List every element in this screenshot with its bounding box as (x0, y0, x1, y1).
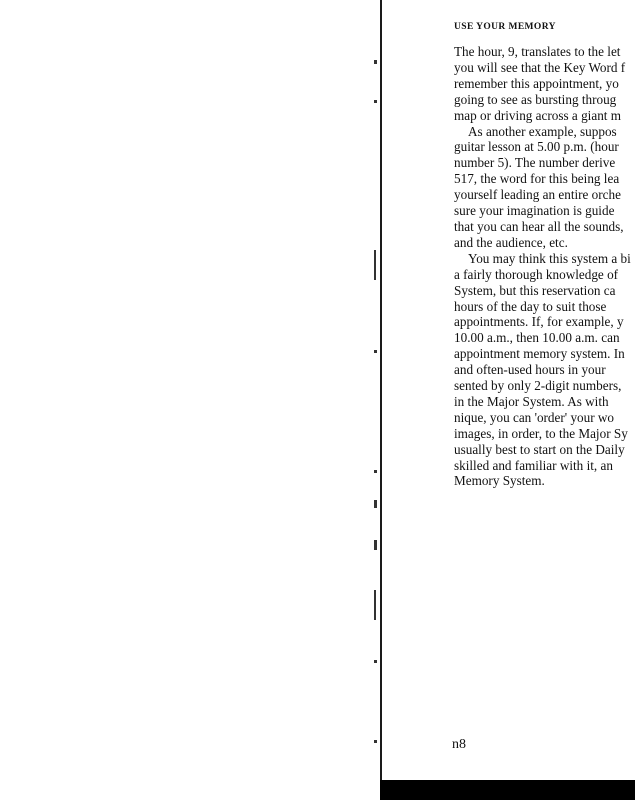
book-page (382, 0, 635, 780)
text-line: As another example, suppos (468, 123, 617, 139)
text-line: skilled and familiar with it, an (454, 457, 613, 473)
text-line: number 5). The number derive (454, 155, 616, 171)
text-line: hours of the day to suit those (454, 298, 607, 314)
body-text (454, 44, 635, 489)
text-line: and often-used hours in your (454, 362, 606, 378)
text-line: You may think this system a bi (468, 250, 631, 266)
text-line: that you can hear all the sounds, (454, 218, 624, 234)
scan-bottom-edge (380, 780, 635, 800)
text-line: sented by only 2-digit numbers, (454, 378, 622, 394)
text-line: in the Major System. As with (454, 393, 609, 409)
text-line: The hour, 9, translates to the let (454, 44, 621, 59)
text-line: Memory System. (454, 473, 545, 489)
text-line: going to see as bursting throug (454, 91, 617, 107)
text-line: map or driving across a giant m (454, 107, 622, 123)
text-line: appointments. If, for example, y (454, 314, 624, 330)
text-line: you will see that the Key Word f (454, 59, 626, 75)
text-line: and the audience, etc. (454, 234, 568, 250)
text-line: 517, the word for this being lea (454, 171, 620, 187)
text-line: remember this appointment, yo (454, 75, 619, 91)
text-line: nique, you can 'order' your wo (454, 409, 615, 425)
text-line: System, but this reservation ca (454, 282, 616, 298)
text-line: yourself leading an entire orche (454, 187, 621, 203)
text-line: sure your imagination is guide (454, 203, 615, 219)
page-number: n8 (452, 737, 466, 752)
running-head: USE YOUR MEMORY (454, 22, 556, 32)
text-line: a fairly thorough knowledge of (454, 266, 619, 282)
text-line: images, in order, to the Major Sy (454, 425, 628, 441)
text-line: usually best to start on the Daily (454, 441, 625, 457)
text-line: guitar lesson at 5.00 p.m. (hour (454, 139, 619, 155)
text-line: appointment memory system. In (454, 346, 625, 362)
text-line: 10.00 a.m., then 10.00 a.m. can (454, 330, 620, 346)
